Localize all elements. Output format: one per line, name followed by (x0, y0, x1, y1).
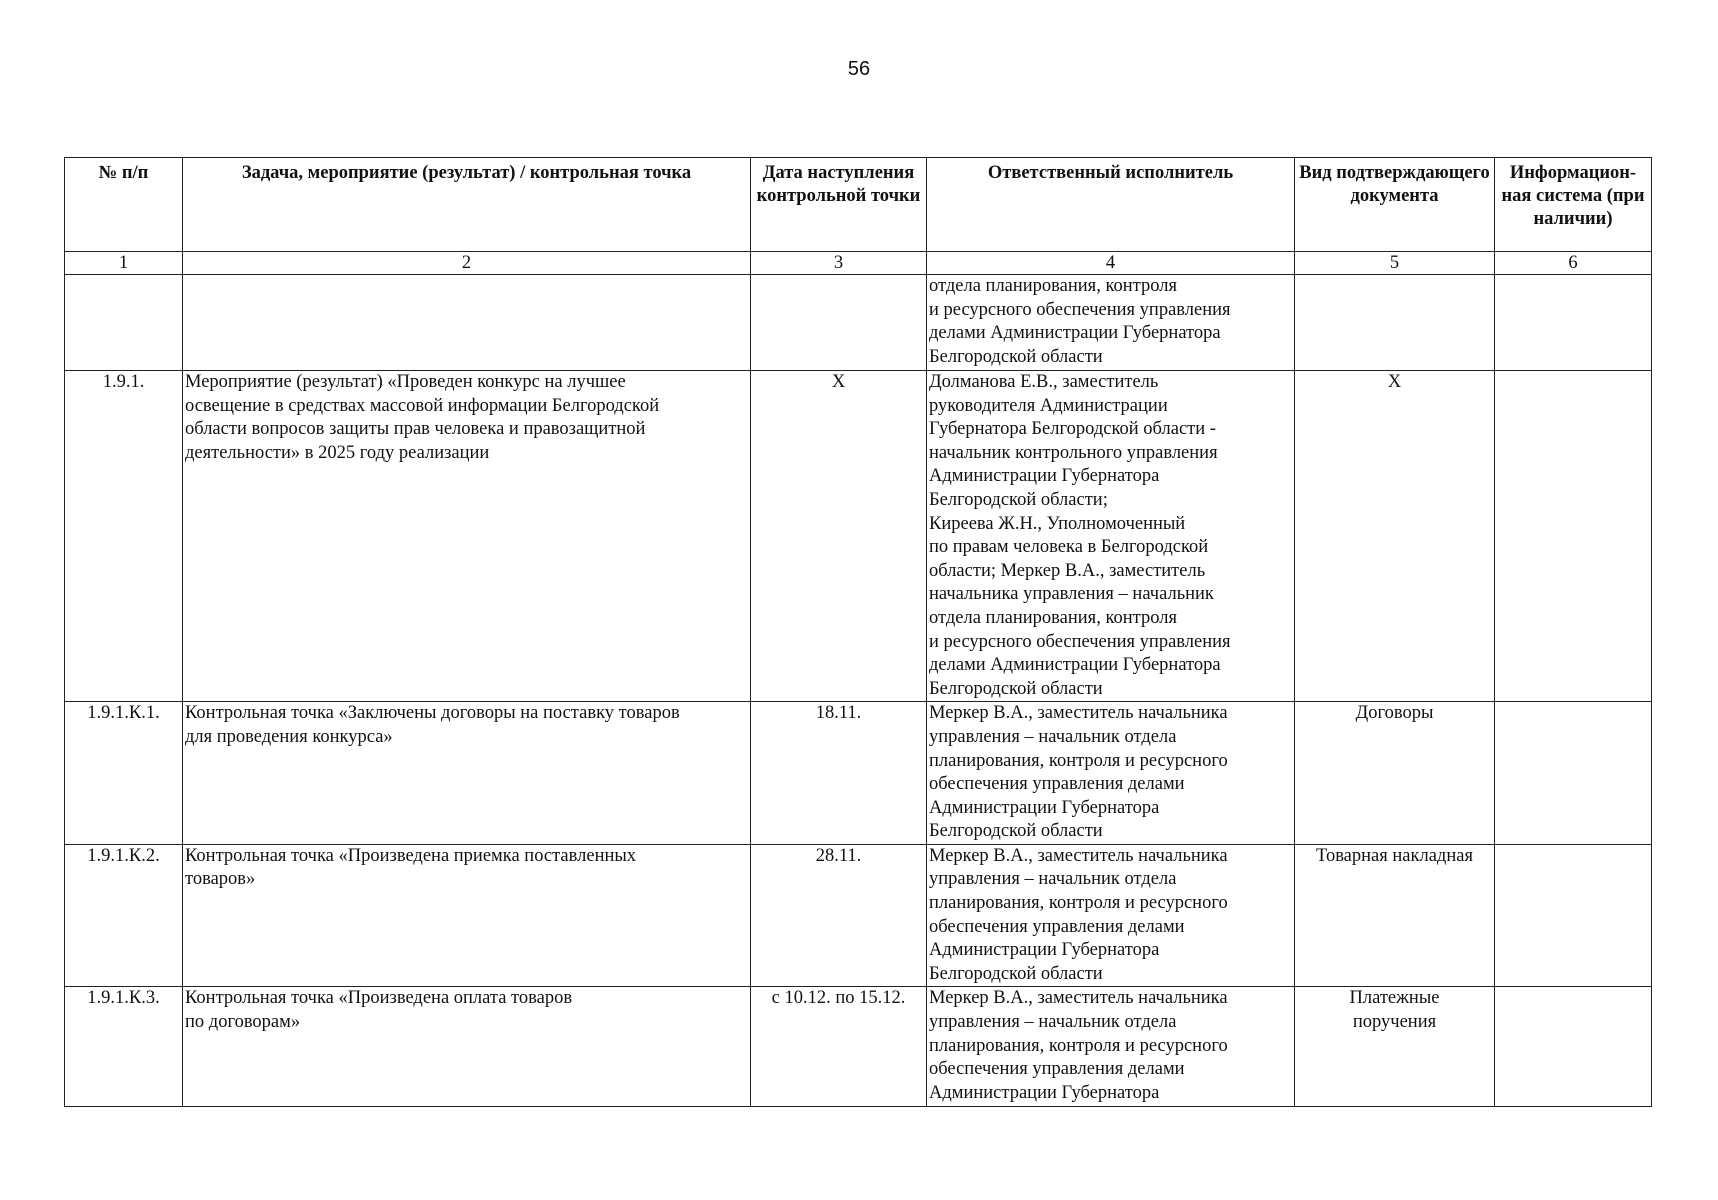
column-number: 4 (927, 252, 1295, 275)
row-number: 1.9.1.К.3. (65, 987, 183, 1107)
row-executor: Меркер В.А., заместитель начальника управления – начальник отдела планирования, контроля и ресурсного обеспечения управления делами Администрации Губернатора Белгородской области (927, 702, 1295, 845)
row-document: Платежные поручения (1295, 987, 1495, 1107)
table-header-row (65, 158, 1652, 252)
table-row (65, 987, 1652, 1107)
row-document: X (1295, 371, 1495, 702)
row-number: 1.9.1.К.1. (65, 702, 183, 845)
row-executor: Меркер В.А., заместитель начальника управления – начальник отдела планирования, контроля и ресурсного обеспечения управления делами Администрации Губернатора Белгородской области (927, 844, 1295, 987)
header-number: № п/п (65, 158, 183, 252)
row-system (1495, 844, 1652, 987)
row-task: Контрольная точка «Произведена оплата товаров по договорам» (183, 987, 751, 1107)
row-task: Контрольная точка «Произведена приемка поставленных товаров» (183, 844, 751, 987)
header-document: Вид подтверждающего документа (1295, 158, 1495, 252)
row-number: 1.9.1. (65, 371, 183, 702)
column-number: 5 (1295, 252, 1495, 275)
row-system (1495, 371, 1652, 702)
row-number (65, 275, 183, 371)
row-document: Товарная накладная (1295, 844, 1495, 987)
row-date (751, 275, 927, 371)
row-system (1495, 987, 1652, 1107)
row-document (1295, 275, 1495, 371)
table-row (65, 275, 1652, 371)
column-number: 3 (751, 252, 927, 275)
row-date: X (751, 371, 927, 702)
row-executor: Долманова Е.В., заместитель руководителя Администрации Губернатора Белгородской области - начальник контрольного управления Администрации Губернатора Белгородской области; Киреева Ж.Н., Уполномоченный по правам человека в Белгородской области; Меркер В.А., заместитель начальника управления – начальник отдела планирования, контроля и ресурсного обеспечения управления делами Администрации Губернатора Белгородской области (927, 371, 1295, 702)
row-executor: Меркер В.А., заместитель начальника управления – начальник отдела планирования, контроля и ресурсного обеспечения управления делами Администрации Губернатора (927, 987, 1295, 1107)
header-system: Информацион-ная система (при наличии) (1495, 158, 1652, 252)
row-date: 18.11. (751, 702, 927, 845)
row-document: Договоры (1295, 702, 1495, 845)
header-date: Дата наступления контрольной точки (751, 158, 927, 252)
row-task (183, 275, 751, 371)
table-row (65, 844, 1652, 987)
row-system (1495, 275, 1652, 371)
row-executor: отдела планирования, контроля и ресурсного обеспечения управления делами Администрации Губернатора Белгородской области (927, 275, 1295, 371)
column-number: 1 (65, 252, 183, 275)
row-date: с 10.12. по 15.12. (751, 987, 927, 1107)
row-task: Мероприятие (результат) «Проведен конкурс на лучшее освещение в средствах массовой информации Белгородской области вопросов защиты прав человека и правозащитной деятельности» в 2025 году реализации (183, 371, 751, 702)
row-task: Контрольная точка «Заключены договоры на поставку товаров для проведения конкурса» (183, 702, 751, 845)
column-numbers-row (65, 252, 1652, 275)
header-task: Задача, мероприятие (результат) / контрольная точка (183, 158, 751, 252)
table-row (65, 371, 1652, 702)
page-number: 56 (847, 58, 871, 80)
row-system (1495, 702, 1652, 845)
row-date: 28.11. (751, 844, 927, 987)
table-row (65, 702, 1652, 845)
column-number: 2 (183, 252, 751, 275)
header-executor: Ответственный исполнитель (927, 158, 1295, 252)
control-points-table (64, 157, 1652, 1107)
column-number: 6 (1495, 252, 1652, 275)
row-number: 1.9.1.К.2. (65, 844, 183, 987)
